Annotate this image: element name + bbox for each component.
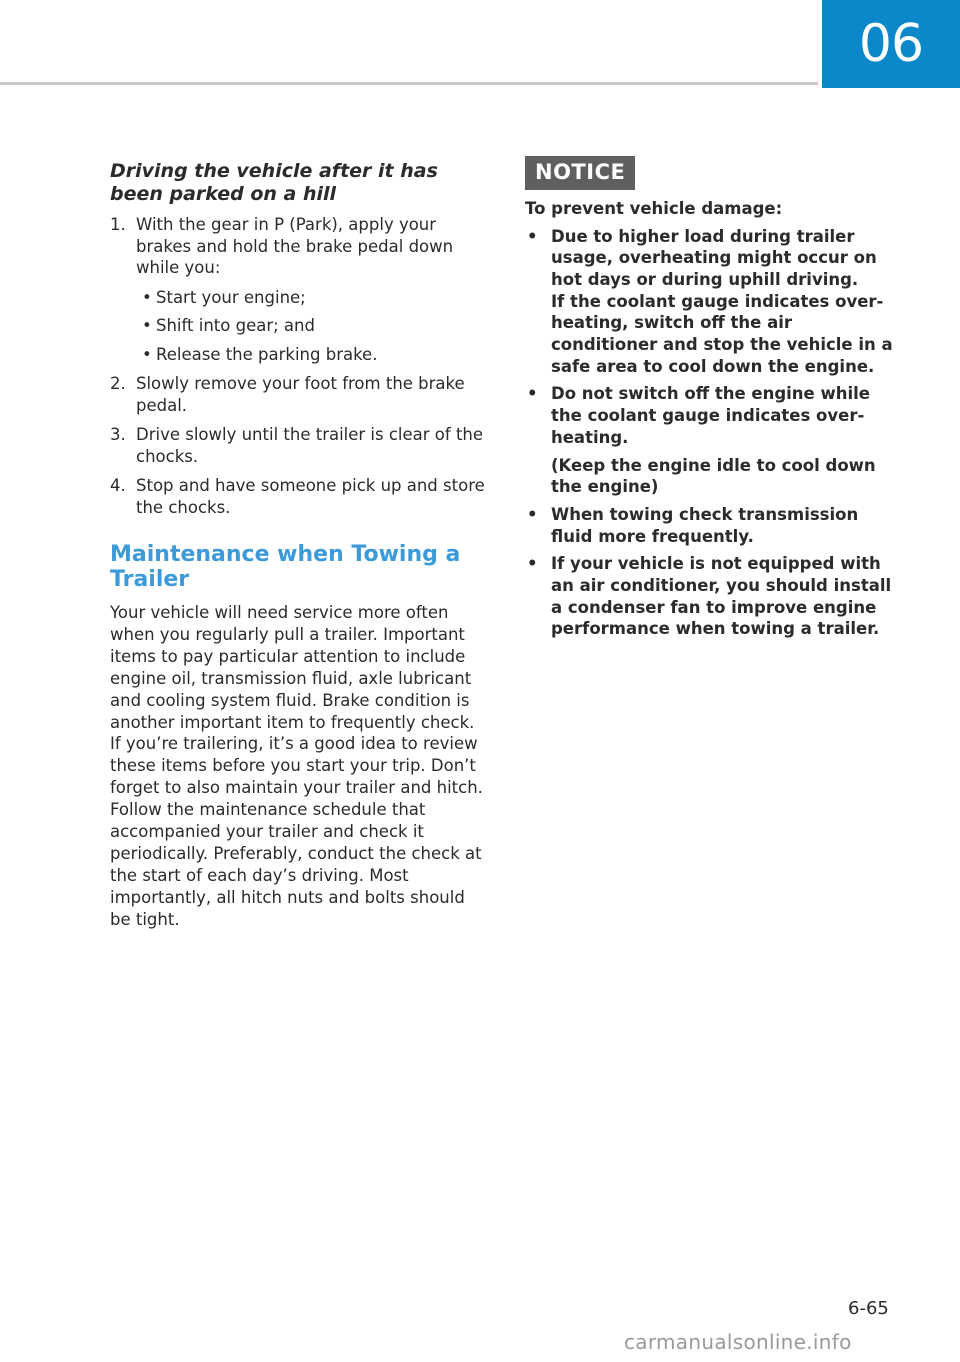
header-rule xyxy=(0,82,818,85)
notice-text: If your vehicle is not equipped with an air conditioner, you should install a condenser fan to improve engine performance when towing a trailer. xyxy=(551,554,892,639)
page-number: 6-65 xyxy=(848,1298,889,1319)
bullet-text: Shift into gear; and xyxy=(156,316,315,335)
notice-item xyxy=(525,226,897,378)
step-item xyxy=(110,424,490,467)
step-item xyxy=(110,475,490,518)
bullet-icon: • xyxy=(142,344,152,364)
maintenance-paragraph: Your vehicle will need service more often when you regularly pull a trailer. Important items to pay particular attention to include engine oil, transmission fluid, axle lubricant and cooling system fluid. Brake condition is another important item to frequently check. If you’re trailering, it’s a good idea to review these items before you start your trip. Don’t forget to also maintain your trailer and hitch. Follow the maintenance schedule that accompanied your trailer and check it periodically. Preferably, conduct the check at the start of each day’s driving. Most importantly, all hitch nuts and bolts should be tight. xyxy=(110,603,483,929)
step-number: 2. xyxy=(110,374,126,393)
notice-text: Do not switch off the engine while the coolant gauge indicates over-heating. xyxy=(551,384,870,447)
subheading: Driving the vehicle after it has been parked on a hill xyxy=(110,160,438,205)
section-title: Maintenance when Towing a Trailer xyxy=(110,542,461,592)
notice-text: When towing check transmission fluid more frequently. xyxy=(551,504,859,546)
step-bullets xyxy=(136,287,490,366)
bullet-item xyxy=(136,344,490,366)
watermark: carmanualsonline.info xyxy=(624,1330,852,1354)
notice-sub: (Keep the engine idle to cool down the engine) xyxy=(551,455,876,497)
step-text: Drive slowly until the trailer is clear of the chocks. xyxy=(136,425,484,466)
left-column xyxy=(110,160,490,931)
chapter-tab: 06 xyxy=(822,0,960,88)
notice-item xyxy=(525,504,897,547)
bullet-text: Release the parking brake. xyxy=(156,344,378,364)
bullet-icon: • xyxy=(142,287,152,307)
bullet-text: Start your engine; xyxy=(156,287,306,307)
notice-item xyxy=(525,383,897,498)
bullet-icon: • xyxy=(527,384,538,404)
steps-list xyxy=(110,214,490,518)
bullet-item xyxy=(136,315,490,337)
bullet-icon: • xyxy=(527,504,538,524)
notice-box xyxy=(525,156,897,646)
step-text: Stop and have someone pick up and store the chocks. xyxy=(136,476,485,517)
step-number: 3. xyxy=(110,425,126,444)
bullet-icon: • xyxy=(527,554,538,574)
notice-item xyxy=(525,553,897,640)
step-item xyxy=(110,373,490,416)
bullet-icon: • xyxy=(527,226,538,246)
step-item xyxy=(110,214,490,365)
notice-extra: If the coolant gauge indicates over-heating, switch off the air conditioner and stop the vehicle in a safe area to cool down the engine. xyxy=(551,291,893,376)
notice-badge: NOTICE xyxy=(525,156,635,190)
step-text: With the gear in P (Park), apply your brakes and hold the brake pedal down while you: xyxy=(136,215,454,277)
notice-list xyxy=(525,226,897,641)
notice-lead: To prevent vehicle damage: xyxy=(525,199,783,218)
bullet-icon: • xyxy=(142,316,152,335)
step-text: Slowly remove your foot from the brake pedal. xyxy=(136,374,465,415)
notice-text: Due to higher load during trailer usage, overheating might occur on hot days or during uphill driving. xyxy=(551,226,877,289)
step-number: 4. xyxy=(110,476,126,495)
bullet-item xyxy=(136,287,490,309)
step-number: 1. xyxy=(110,215,126,234)
